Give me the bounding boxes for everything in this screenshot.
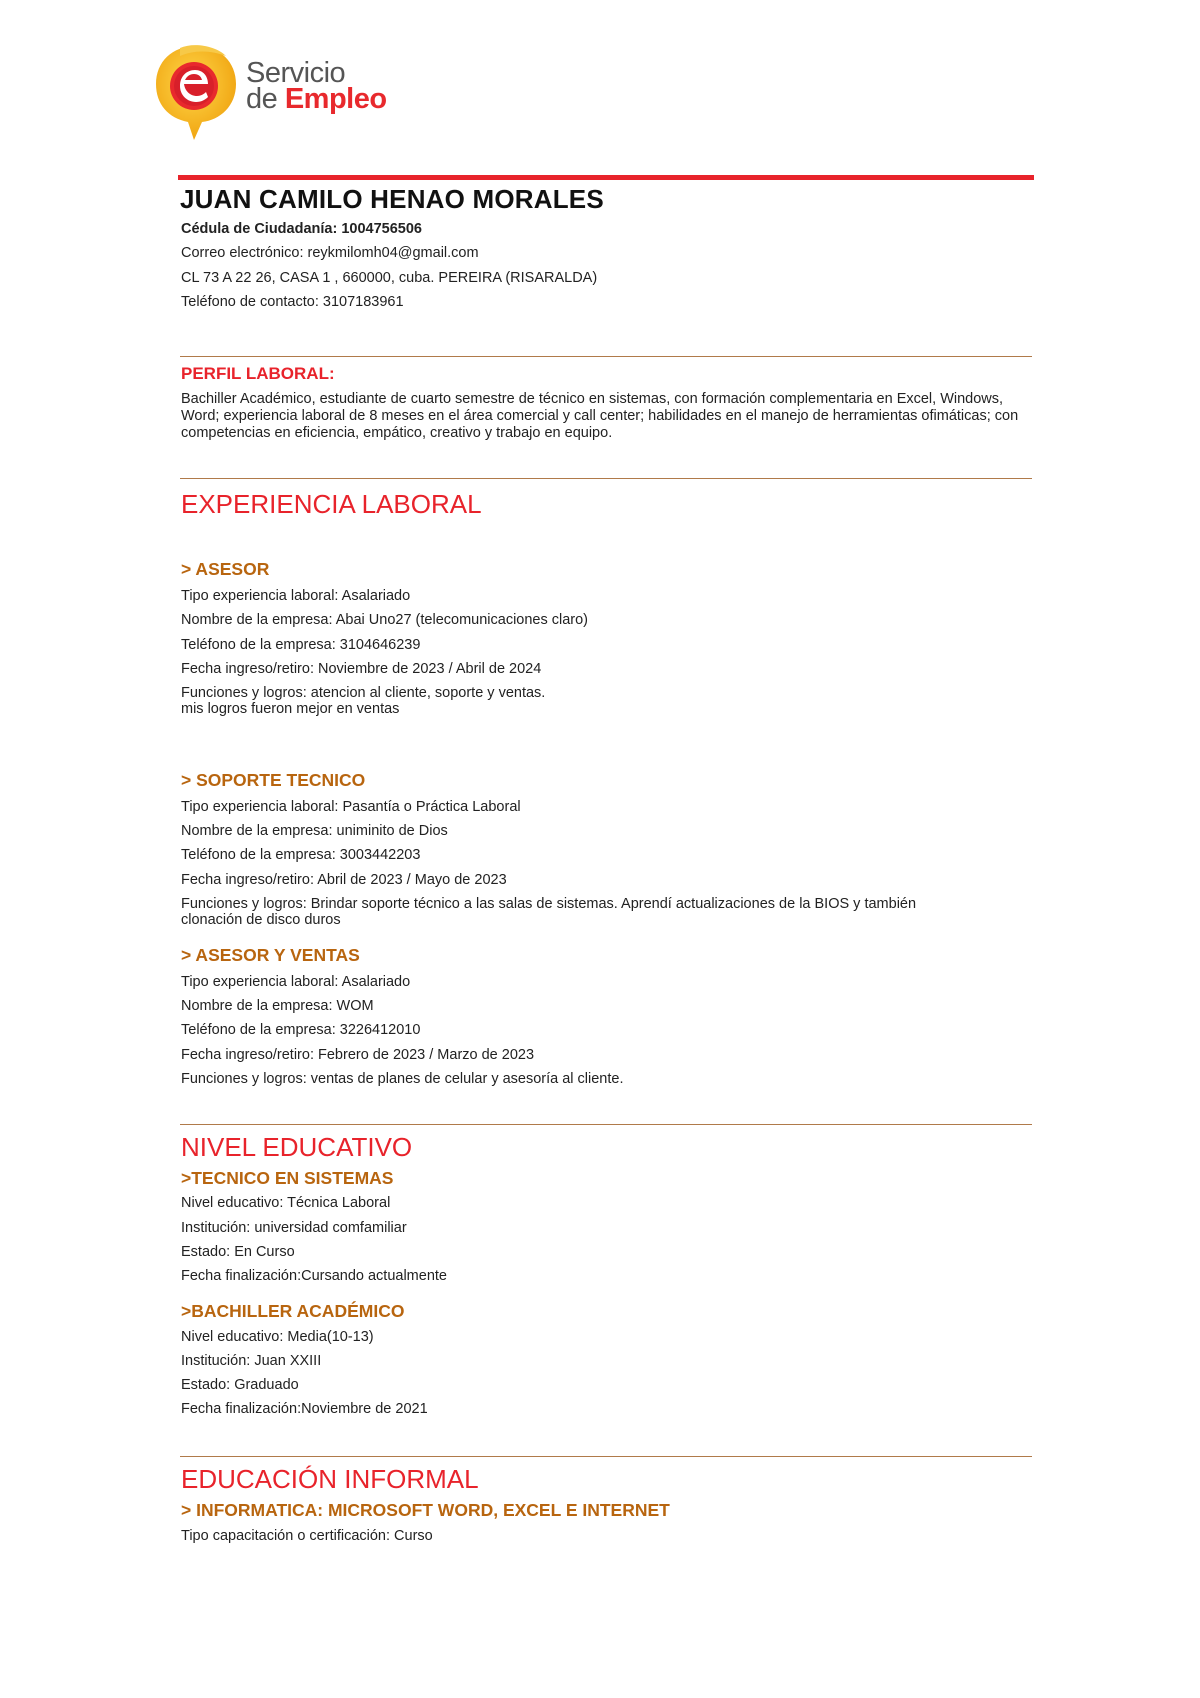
email: Correo electrónico: reykmilomh04@gmail.com <box>181 245 479 261</box>
edu-title: >TECNICO EN SISTEMAS <box>181 1168 394 1188</box>
edu-fecha: Fecha finalización:Noviembre de 2021 <box>181 1401 428 1417</box>
job-title: > SOPORTE TECNICO <box>181 770 366 790</box>
logo-line2-a: de <box>246 83 285 115</box>
job-fecha: Fecha ingreso/retiro: Abril de 2023 / Mayo de 2023 <box>181 872 507 888</box>
candidate-name: JUAN CAMILO HENAO MORALES <box>180 184 604 214</box>
edu-institucion: Institución: universidad comfamiliar <box>181 1220 407 1236</box>
job-tipo: Tipo experiencia laboral: Pasantía o Práctica Laboral <box>181 799 521 815</box>
edu-estado: Estado: Graduado <box>181 1377 299 1393</box>
job-telefono: Teléfono de la empresa: 3226412010 <box>181 1022 421 1038</box>
logo-e-icon <box>150 42 242 142</box>
section-divider <box>180 356 1032 357</box>
logo-line2-b: Empleo <box>284 83 387 115</box>
experiencia-title: EXPERIENCIA LABORAL <box>181 489 482 519</box>
logo-wordmark <box>246 57 387 115</box>
perfil-text: Bachiller Académico, estudiante de cuarto semestre de técnico en sistemas, con formación complementaria en Excel, Windows, Word; experiencia laboral de 8 meses en el área comercial y call center; habilidades en el manejo de herramientas ofimáticas; con competencias en eficiencia, empático, creativo y trabajo en equipo. <box>181 391 1019 441</box>
edu-institucion: Institución: Juan XXIII <box>181 1353 322 1369</box>
job-funciones-cont: mis logros fueron mejor en ventas <box>181 701 400 717</box>
job-funciones-cont: clonación de disco duros <box>181 912 341 928</box>
job-funciones: Funciones y logros: ventas de planes de celular y asesoría al cliente. <box>181 1071 624 1087</box>
job-empresa: Nombre de la empresa: Abai Uno27 (telecomunicaciones claro) <box>181 612 589 628</box>
edu-title: >BACHILLER ACADÉMICO <box>181 1301 405 1321</box>
job-funciones: Funciones y logros: Brindar soporte técnico a las salas de sistemas. Aprendí actualizaciones de la BIOS y también <box>181 896 917 912</box>
header-divider <box>178 175 1034 180</box>
logo-line1: Servicio <box>246 57 346 89</box>
informal-item-title: > INFORMATICA: MICROSOFT WORD, EXCEL E INTERNET <box>181 1500 670 1520</box>
edu-nivel: Nivel educativo: Técnica Laboral <box>181 1195 391 1211</box>
informal-item-tipo: Tipo capacitación o certificación: Curso <box>181 1528 433 1544</box>
job-title: > ASESOR Y VENTAS <box>181 945 360 965</box>
job-fecha: Fecha ingreso/retiro: Noviembre de 2023 / Abril de 2024 <box>181 661 542 677</box>
job-title: > ASESOR <box>181 559 270 579</box>
edu-nivel: Nivel educativo: Media(10-13) <box>181 1329 374 1345</box>
educacion-title: NIVEL EDUCATIVO <box>181 1132 413 1162</box>
edu-fecha: Fecha finalización:Cursando actualmente <box>181 1268 447 1284</box>
job-empresa: Nombre de la empresa: uniminito de Dios <box>181 823 448 839</box>
job-funciones: Funciones y logros: atencion al cliente, soporte y ventas. <box>181 685 546 701</box>
job-tipo: Tipo experiencia laboral: Asalariado <box>181 974 411 990</box>
contact-phone: Teléfono de contacto: 3107183961 <box>181 294 404 310</box>
section-divider <box>180 478 1032 479</box>
job-telefono: Teléfono de la empresa: 3003442203 <box>181 847 421 863</box>
job-empresa: Nombre de la empresa: WOM <box>181 998 374 1014</box>
edu-estado: Estado: En Curso <box>181 1244 295 1260</box>
section-divider <box>180 1124 1032 1125</box>
job-fecha: Fecha ingreso/retiro: Febrero de 2023 / Marzo de 2023 <box>181 1047 535 1063</box>
address: CL 73 A 22 26, CASA 1 , 660000, cuba. PEREIRA (RISARALDA) <box>181 270 598 286</box>
section-divider <box>180 1456 1032 1457</box>
job-tipo: Tipo experiencia laboral: Asalariado <box>181 588 411 604</box>
logo-line2 <box>246 83 387 115</box>
cedula: Cédula de Ciudadanía: 1004756506 <box>181 221 422 237</box>
job-telefono: Teléfono de la empresa: 3104646239 <box>181 637 421 653</box>
perfil-title: PERFIL LABORAL: <box>181 364 335 383</box>
servicio-de-empleo-logo <box>150 42 410 142</box>
informal-title: EDUCACIÓN INFORMAL <box>181 1464 479 1494</box>
